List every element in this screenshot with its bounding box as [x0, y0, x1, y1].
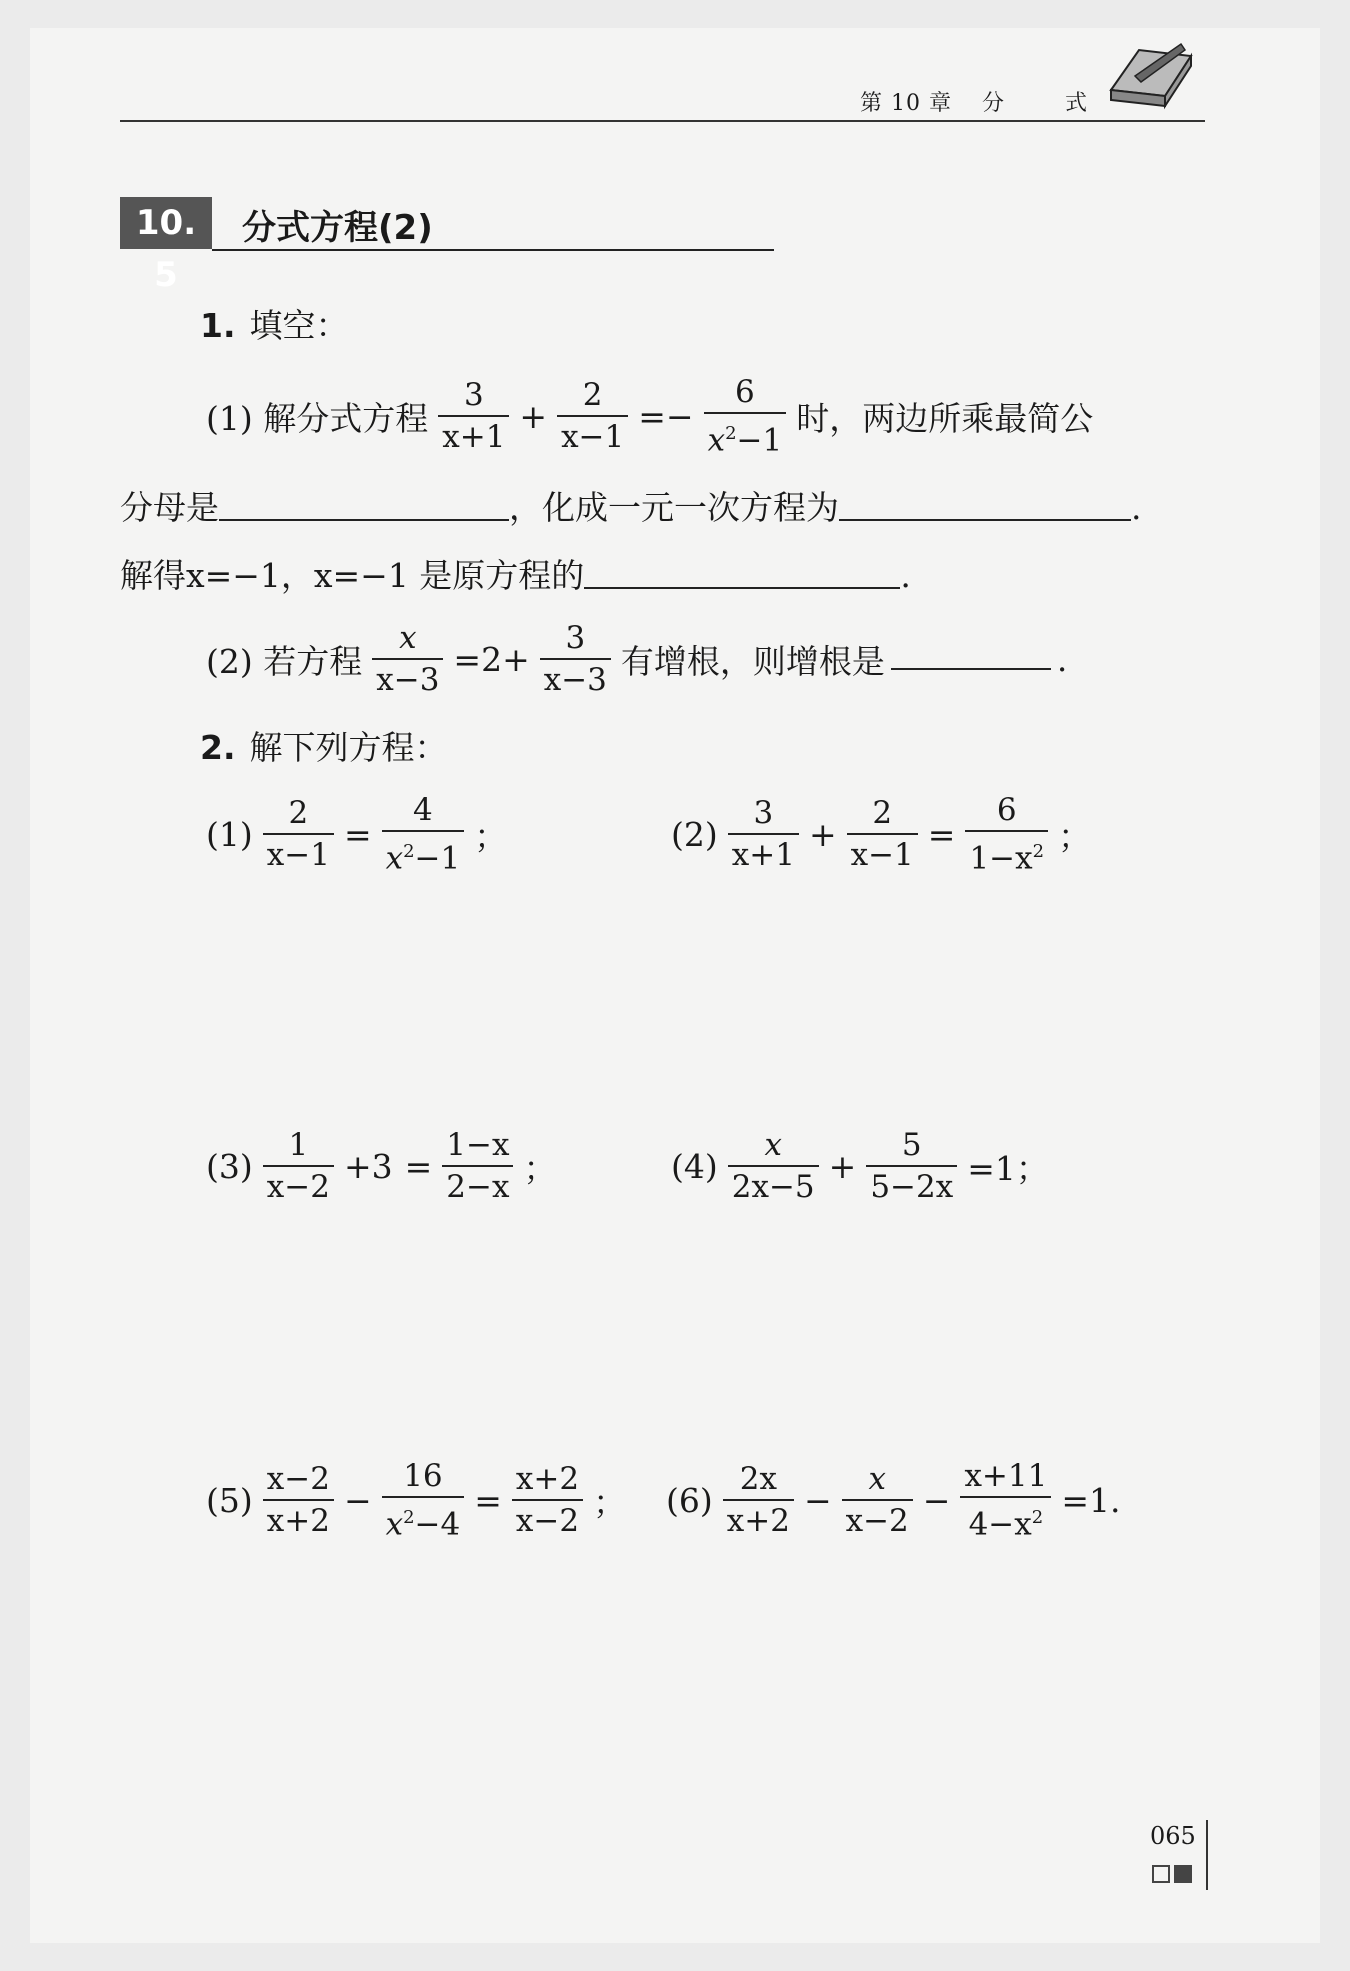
numerator: 3: [438, 375, 509, 417]
numerator: x: [728, 1125, 819, 1167]
text: 分母是: [120, 488, 219, 527]
fraction: [438, 375, 509, 457]
period: .: [1056, 639, 1068, 679]
page-marker-empty-square: [1152, 1865, 1170, 1883]
equation-3: (3) $\frac{1}{x-2}$ +3 = $\frac{1-x}{2-x}$ ；: [206, 1127, 557, 1205]
denominator: x−3: [543, 662, 607, 698]
chapter-title-b: 式: [1065, 91, 1089, 116]
operator: =2+: [453, 639, 530, 679]
fraction: [965, 790, 1048, 878]
item-label: (3): [206, 1146, 253, 1186]
q1-part-2: [200, 618, 1073, 700]
text: (2) 若方程: [206, 641, 363, 681]
numerator: 3: [540, 618, 611, 660]
numerator: 6: [704, 372, 787, 414]
question-number: 2.: [200, 728, 236, 767]
fraction: [442, 1125, 513, 1207]
equation-1: (1) $\frac{2}{x-1}$ = $\frac{4}{x^2-1}$ ；: [206, 792, 508, 877]
answer-blank[interactable]: [839, 489, 1131, 521]
chapter-header: [860, 86, 1088, 117]
numerator: x: [842, 1459, 913, 1501]
fraction: [866, 1125, 957, 1207]
chapter-number: 第 10 章: [860, 91, 952, 116]
fraction: [540, 618, 611, 700]
numerator: 2x: [723, 1459, 794, 1501]
operator: +3: [343, 1146, 393, 1186]
denominator: x+1: [442, 419, 506, 456]
section-number: 10. 5: [120, 197, 212, 249]
page-number: 065: [1150, 1822, 1196, 1850]
fraction: [263, 1459, 334, 1541]
item-label: (6): [666, 1480, 713, 1520]
equation-4: (4) $\frac{x}{2x-5}$ + $\frac{5}{5-2x}$ =1；: [671, 1127, 1049, 1205]
question-label: 填空：: [249, 306, 349, 345]
equation-6: (6) $\frac{2x}{x+2}$ − $\frac{x}{x-2}$ − $\frac{x+11}{4-x^2}$ =1.: [666, 1458, 1121, 1543]
q1-p1-text-end: 时，两边所乘最简公: [796, 398, 1094, 438]
numerator: x−2: [263, 1459, 334, 1501]
text: ，化成一元一次方程为: [509, 488, 839, 527]
answer-blank[interactable]: [584, 557, 900, 589]
page-marker-filled-square: [1174, 1865, 1192, 1883]
terminator: ；: [1058, 816, 1092, 856]
period: .: [1131, 488, 1142, 527]
terminator: =1.: [1061, 1480, 1121, 1520]
fraction: [372, 618, 443, 700]
period: .: [900, 556, 911, 595]
fraction: [263, 1125, 334, 1207]
numerator: 2: [263, 793, 334, 835]
numerator: 1: [263, 1125, 334, 1167]
denominator: x−1: [561, 419, 625, 456]
denominator: x−1: [266, 837, 330, 874]
denominator: x+1: [731, 837, 795, 874]
terminator: ；: [474, 816, 508, 856]
fraction: [728, 1125, 819, 1207]
q1-line-2: [120, 482, 1142, 529]
numerator: 5: [866, 1125, 957, 1167]
question-number: 1.: [200, 306, 236, 345]
fraction: [847, 793, 918, 875]
text: 解得x=−1，x=−1 是原方程的: [120, 556, 585, 595]
denominator: x−2: [845, 1503, 909, 1540]
book-icon: [1105, 36, 1195, 120]
item-label: (2): [671, 814, 718, 854]
fraction: [382, 1456, 465, 1544]
denominator: $4-x^2$: [968, 1506, 1044, 1543]
denominator: 2−x: [446, 1169, 510, 1205]
denominator: x−3: [376, 662, 440, 698]
numerator: 3: [728, 793, 799, 835]
numerator: 4: [382, 790, 465, 832]
denominator: x−1: [850, 837, 914, 874]
numerator: x: [372, 618, 443, 660]
question-2-heading: [200, 722, 448, 769]
fraction: [557, 375, 628, 457]
terminator: =1；: [967, 1148, 1049, 1188]
fraction: [842, 1459, 913, 1541]
fraction: [382, 790, 465, 878]
fraction: [960, 1456, 1051, 1544]
q1-p1-text: (1) 解分式方程: [206, 398, 429, 438]
item-label: (4): [671, 1146, 718, 1186]
page-marker-line: [1206, 1820, 1208, 1890]
text: 有增根，则增根是: [620, 641, 885, 681]
denominator: x−2: [515, 1503, 580, 1540]
denominator: 2x−5: [731, 1169, 815, 1205]
denominator: $x^2-4$: [385, 1506, 461, 1543]
terminator: ；: [593, 1482, 627, 1522]
section-title: 分式方程(2): [242, 208, 433, 248]
section-rule: [212, 249, 774, 251]
item-label: (5): [206, 1480, 253, 1520]
fraction: [728, 793, 799, 875]
equation-5: (5) $\frac{x-2}{x+2}$ − $\frac{16}{x^2-4}$ = $\frac{x+2}{x-2}$ ；: [206, 1458, 627, 1543]
denominator: 5−2x: [870, 1169, 954, 1205]
header-rule: [120, 120, 1205, 122]
numerator: 6: [965, 790, 1048, 832]
fraction: [704, 372, 787, 460]
answer-blank[interactable]: [891, 638, 1051, 670]
numerator: 2: [847, 793, 918, 835]
answer-blank[interactable]: [219, 489, 509, 521]
q1-line-3: [120, 550, 911, 597]
q1-part-1: (1) 解分式方程 $\frac{3}{x+1}$ + $\frac{2}{x-1}$ =− $\frac{6}{x^2-1}$ 时，两边所乘最简公: [206, 374, 1094, 459]
denominator: $1-x^2$: [969, 840, 1045, 877]
item-label: (1): [206, 814, 253, 854]
denominator: x−2: [266, 1169, 330, 1205]
numerator: x+11: [960, 1456, 1051, 1498]
question-label: 解下列方程：: [249, 728, 448, 767]
numerator: x+2: [512, 1459, 583, 1501]
fraction: [512, 1459, 583, 1541]
terminator: ；: [523, 1148, 557, 1188]
numerator: 2: [557, 375, 628, 417]
denominator: $x^2-1$: [385, 840, 461, 877]
denominator: x+2: [266, 1503, 330, 1540]
equation-2: (2) $\frac{3}{x+1}$ + $\frac{2}{x-1}$ = $\frac{6}{1-x^2}$ ；: [671, 792, 1092, 877]
denominator: $x^2-1$: [707, 422, 783, 459]
question-1-heading: [200, 300, 349, 347]
denominator: x+2: [726, 1503, 790, 1540]
chapter-title-a: 分: [981, 91, 1005, 116]
fraction: [263, 793, 334, 875]
numerator: 1−x: [442, 1125, 513, 1167]
fraction: [723, 1459, 794, 1541]
numerator: 16: [382, 1456, 465, 1498]
